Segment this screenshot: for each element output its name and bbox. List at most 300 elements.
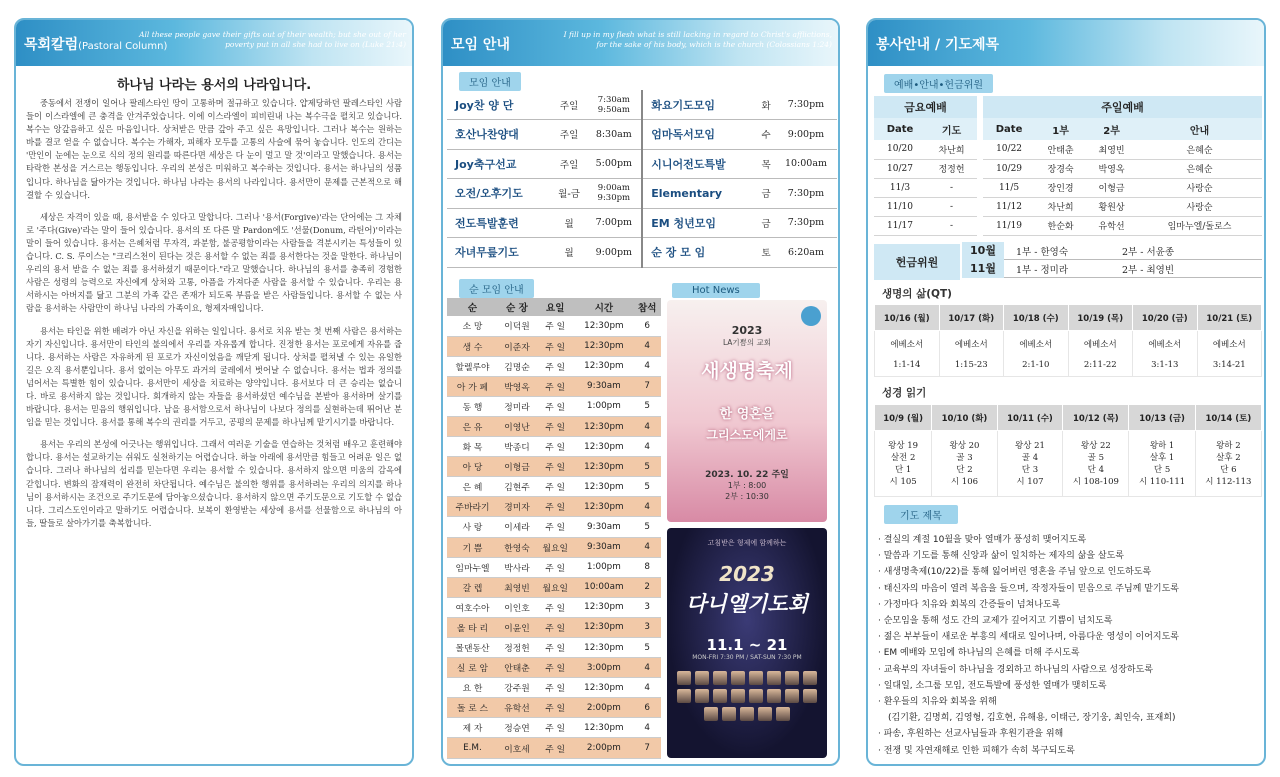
speaker-photo — [803, 671, 817, 685]
small-group-cell: 12:30pm — [574, 718, 633, 738]
small-group-cell: 주 일 — [536, 416, 574, 436]
small-group-cell: 9:30am — [574, 376, 633, 396]
service-cell: 차난희 — [1035, 197, 1086, 216]
small-group-cell: 1:00pm — [574, 396, 633, 416]
small-group-cell: 김현주 — [498, 477, 536, 497]
small-group-cell: 은 혜 — [447, 477, 498, 497]
small-group-cell: 12:30pm — [574, 416, 633, 436]
qt-verse: 3:1-13 — [1151, 359, 1179, 370]
bible-passage: 왕하 2 — [1216, 440, 1241, 451]
small-group-row — [447, 336, 661, 356]
meetings-header — [443, 20, 838, 66]
qt-cell — [939, 331, 1004, 377]
meeting-schedule-table — [447, 90, 837, 268]
small-group-cell: 생 수 — [447, 336, 498, 356]
small-group-cell: 12:30pm — [574, 477, 633, 497]
column-paragraph: 세상은 자격이 있을 때, 용서받을 수 있다고 말합니다. 그러나 '용서(Forgive)'라는 단어에는 그 자체로 '주다(Give)'라는 말이 들어 있습니다. 용서의 또 다른 말 Pardon에도 '선물(Donum, 라틴어)'이라는 말이 들어 있습니다. 용서는 은혜처럼 무자격, 과분함, 불공평함이라는 사람들을 격분시키는 특성들이 있습니다. C. S. 루이스는 "크리스천이 된다는 것은 용서할 수 없는 죄를 용서한다는 것을 말한다. 하나님이 우리의 용서 받을 수 없는 죄를 용서하셨기 때문이다."라고 말했습니다. 하나님의 용서를 충족히 경험한 사람은 성령의 능력으로 자신에게 상처와 고통, 아픔을 가져다준 사람을 용서할 수 있습니다. 우리는 용서하시는 아버지를 닮고 그분의 가족 같은 존재가 되도록 부름을 받은 사람들입니다. 용서할 수 없는 사람을 용서하는 사람만이 하나님 나라의 가족이요, 형제자매입니다. — [26, 211, 402, 314]
meeting-cell: 6:20am — [775, 238, 837, 268]
prayer-item: (김기환, 김명희, 김영형, 김호현, 유해용, 이태근, 장기웅, 최인숙, 표재희) — [888, 713, 1176, 724]
small-group-cell: 4 — [633, 658, 661, 678]
bible-cell — [875, 431, 932, 497]
small-group-cell: 12:30pm — [574, 678, 633, 698]
bible-cell — [1063, 431, 1129, 497]
poster2-title: 다니엘기도회 — [686, 592, 808, 616]
meeting-cell: Elementary — [642, 179, 757, 209]
speaker-photo — [677, 689, 691, 703]
service-cell: 정정헌 — [926, 159, 977, 178]
speaker-photo — [731, 671, 745, 685]
small-group-header: 순 장 — [498, 298, 536, 316]
small-group-cell: 이인호 — [498, 597, 536, 617]
small-group-cell: 4 — [633, 437, 661, 457]
prayer-item: · 젊은 부부들이 새로운 부흥의 세대로 일어나며, 아름다운 영성이 이어지도록 — [878, 632, 1179, 643]
speaker-photo — [785, 689, 799, 703]
meetings-tag: 모임 안내 — [459, 72, 521, 91]
service-cell: 차난희 — [926, 140, 977, 159]
bible-passage: 시 110-111 — [1138, 476, 1186, 487]
bible-passage: 살후 1 — [1149, 452, 1175, 463]
bible-passage: 골 4 — [1021, 452, 1039, 463]
poster-year: 2023 — [731, 324, 763, 337]
offering-second: 2부 - 최영빈 — [1122, 264, 1175, 276]
speaker-photo — [722, 707, 736, 721]
speaker-photos — [677, 671, 817, 721]
column-headline: 하나님 나라는 용서의 나라입니다. — [116, 78, 312, 93]
meetings-panel — [441, 18, 840, 766]
small-group-header: 시간 — [574, 298, 633, 316]
small-group-row — [447, 416, 661, 436]
small-group-cell: 12:30pm — [574, 457, 633, 477]
bible-passage: 시 107 — [1016, 476, 1044, 487]
bible-passage: 시 105 — [889, 476, 917, 487]
speaker-photo — [713, 671, 727, 685]
prayer-item: · 새생명축제(10/22)를 통해 잃어버린 영혼을 주님 앞으로 인도하도록 — [878, 567, 1152, 578]
small-group-cell: 12:30pm — [574, 497, 633, 517]
small-group-row — [447, 718, 661, 738]
small-group-cell: 기 쁨 — [447, 537, 498, 557]
qt-verse: 2:11-22 — [1083, 359, 1117, 370]
qt-verse: 1:1-14 — [893, 359, 921, 370]
meeting-time: 7:30am 9:50am — [586, 90, 642, 120]
small-group-cell: 12:30pm — [574, 437, 633, 457]
qt-row — [875, 331, 1262, 377]
meeting-row — [447, 208, 837, 238]
bible-cell — [1195, 431, 1261, 497]
service-cell: 11/3 — [874, 178, 926, 197]
offering-list — [962, 242, 1262, 278]
bible-reading-table — [874, 404, 1262, 497]
small-group-cell: 정미라 — [498, 396, 536, 416]
meeting-cell: 7:30pm — [775, 208, 837, 238]
small-group-row — [447, 658, 661, 678]
prayer-item: · 환우들의 치유와 회복을 위해 — [878, 697, 997, 708]
small-group-cell: 주 일 — [536, 638, 574, 658]
prayer-item: · EM 예배와 모임에 하나님의 은혜를 더해 주시도록 — [878, 648, 1080, 659]
small-group-cell: 9:30am — [574, 517, 633, 537]
poster2-sub: MON-FRI 7:30 PM / SAT-SUN 7:30 PM — [692, 654, 802, 661]
worship-service-table — [874, 96, 1262, 236]
poster-sub2: 그리스도에게로 — [706, 428, 788, 442]
service-cell: 10/27 — [874, 159, 926, 178]
meeting-cell: 시니어전도특발 — [642, 149, 757, 179]
poster-sub1: 한 영혼을 — [719, 407, 775, 422]
small-group-cell: 4 — [633, 537, 661, 557]
qt-table — [874, 304, 1262, 377]
small-group-cell: 12:30pm — [574, 597, 633, 617]
qt-day-header: 10/16 (월) — [875, 305, 940, 331]
meeting-cell: 7:00pm — [586, 208, 642, 238]
offering-second: 2부 - 서윤종 — [1122, 246, 1175, 258]
small-group-cell: 몰댄동산 — [447, 638, 498, 658]
small-group-row — [447, 356, 661, 376]
service-cell: 안태춘 — [1035, 140, 1086, 159]
meeting-cell: 금 — [757, 208, 775, 238]
meeting-cell: 엄마독서모임 — [642, 120, 757, 150]
small-group-row — [447, 517, 661, 537]
speaker-photo — [758, 707, 772, 721]
small-group-cell: 박영옥 — [498, 376, 536, 396]
prayer-item: · 결실의 계절 10월을 맞아 열매가 풍성히 맺어지도록 — [878, 535, 1087, 545]
small-group-cell: 은 유 — [447, 416, 498, 436]
bible-passage: 단 4 — [1087, 464, 1104, 475]
qt-title: 생명의 삶(QT) — [882, 288, 952, 300]
meeting-row — [447, 120, 837, 150]
service-cell: 사랑순 — [1137, 197, 1262, 216]
small-group-cell: 6 — [633, 698, 661, 718]
small-group-tag: 순 모임 안내 — [459, 279, 534, 298]
small-group-cell: 10:00am — [574, 577, 633, 597]
small-group-cell: 주 일 — [536, 517, 574, 537]
service-row — [874, 216, 1262, 235]
bible-passage: 살후 2 — [1216, 452, 1241, 463]
meeting-cell: EM 청년모임 — [642, 208, 757, 238]
service-cell: 11/10 — [874, 197, 926, 216]
meeting-cell: 주일 — [552, 149, 587, 179]
small-group-cell: 아 당 — [447, 457, 498, 477]
small-group-cell: 주 일 — [536, 557, 574, 577]
service-column-header: Date — [874, 118, 926, 140]
small-group-cell: 1:00pm — [574, 557, 633, 577]
small-group-cell: 제 자 — [447, 718, 498, 738]
poster-church: LA기쁨의 교회 — [722, 338, 772, 347]
hot-news-tag: Hot News — [672, 283, 760, 298]
small-group-cell: 아 가 페 — [447, 376, 498, 396]
small-group-cell: 5 — [633, 517, 661, 537]
column-title: 목회칼럼 — [24, 37, 79, 53]
meeting-cell: 9:00pm — [775, 120, 837, 150]
small-group-row — [447, 557, 661, 577]
prayer-item: · 가정마다 치유와 회복의 간증들이 넘쳐나도록 — [878, 599, 1061, 610]
small-group-cell: 주 일 — [536, 718, 574, 738]
bible-day-header: 10/9 (월) — [875, 405, 932, 431]
small-group-cell: 갈 렙 — [447, 577, 498, 597]
small-group-row — [447, 698, 661, 718]
small-group-cell: 최영빈 — [498, 577, 536, 597]
column-paragraph: 용서는 타인을 위한 배려가 아닌 자신을 위하는 일입니다. 용서로 치유 받는 첫 번째 사람은 용서하는 자기 자신입니다. 용서만이 타인의 불의에서 우리를 자유롭게 합니다. 진정한 용서는 포로에게 자유를 줍니다. 용서하는 사람은 자유하게 된 포로가 자신이었음을 깨닫게 됩니다. 상처를 펼쳐낼 수 있는 유일한 길은 오직 용서뿐입니다. 용서 없이는 아무도 과거의 굴레에서 벗어날 수 없습니다. 용서는 법과 정의를 넘어서는 특별한 힘이 있습니다. 용서만이 세상을 치료하는 양약입니다. 용서보다 더 큰 승리는 없습니다. 바로 용서하지 않는 것입니다. 회개하지 않는 자들을 용서하셨던 예수님을 본받아 용서하며 살기를 바랍니다. 용서는 믿음의 행위입니다. 남을 용서함으로서 하나님이 나보다 정의를 실현하는데 뛰어난 분임을 믿는 것입니다. 용서를 통해 복수의 권리를 거두고, 공평의 문제를 하나님께 맡기시기를 바랍니다. — [26, 325, 402, 428]
prayer-list — [878, 532, 1258, 759]
small-group-cell: 4 — [633, 718, 661, 738]
small-group-row — [447, 678, 661, 698]
poster2-dates: 11.1 ~ 21 — [706, 636, 788, 654]
bible-day-header: 10/13 (금) — [1129, 405, 1195, 431]
meeting-row — [447, 90, 837, 120]
small-group-row — [447, 577, 661, 597]
small-group-cell: 12:30pm — [574, 316, 633, 336]
small-group-cell: 12:30pm — [574, 617, 633, 637]
small-group-cell: 소 망 — [447, 316, 498, 336]
small-group-cell: 경미자 — [498, 497, 536, 517]
small-group-cell: 8 — [633, 557, 661, 577]
qt-day-header: 10/18 (수) — [1004, 305, 1069, 331]
small-group-cell: 실 로 암 — [447, 658, 498, 678]
small-group-cell: 박사라 — [498, 557, 536, 577]
small-group-row — [447, 617, 661, 637]
bible-passage: 골 5 — [1087, 452, 1104, 463]
bible-passage: 단 5 — [1153, 464, 1171, 475]
small-group-cell: 요 한 — [447, 678, 498, 698]
small-group-row — [447, 738, 661, 758]
church-logo-icon — [801, 306, 821, 326]
small-group-cell: 동 행 — [447, 396, 498, 416]
bible-passage: 왕상 19 — [888, 440, 919, 451]
small-group-cell: 주 일 — [536, 477, 574, 497]
qt-cell — [1068, 331, 1133, 377]
bible-day-header: 10/10 (화) — [932, 405, 998, 431]
meetings-quote: I fill up in my flesh what is still lacking in regard to Christ's afflictions, for the sake of his body, which is the church (Colossians 1:24) — [563, 30, 832, 49]
service-cell: 10/29 — [983, 159, 1035, 178]
prayer-item: · 태신자의 마음이 열려 복음을 들으며, 작정자들이 믿음으로 주님께 맡기도록 — [878, 583, 1179, 594]
meeting-cell: 월-금 — [552, 179, 587, 209]
small-group-cell: 이윤인 — [498, 617, 536, 637]
bible-row — [875, 431, 1262, 497]
small-group-cell: 2 — [633, 577, 661, 597]
column-title-en: (Pastoral Column) — [78, 41, 168, 52]
service-cell: 임마누엘/돌로스 — [1137, 216, 1262, 235]
friday-worship-header: 금요예배 — [874, 96, 977, 118]
qt-day-header: 10/21 (토) — [1197, 305, 1262, 331]
qt-day-header: 10/20 (금) — [1133, 305, 1198, 331]
column-quote: All these people gave their gifts out of their wealth; but she out of her poverty put in all she had to live on (Luke 21:4) — [139, 30, 406, 49]
small-group-cell: 7 — [633, 738, 661, 758]
meeting-cell: 수 — [757, 120, 775, 150]
small-group-cell: 4 — [633, 336, 661, 356]
meeting-cell: 주일 — [552, 120, 587, 150]
meeting-cell: 10:00am — [775, 149, 837, 179]
poster2-top: 고침받은 형제에 함께하는 — [707, 539, 787, 547]
qt-day-header: 10/19 (목) — [1068, 305, 1133, 331]
small-group-cell: 안태춘 — [498, 658, 536, 678]
qt-book: 에베소서 — [954, 339, 988, 350]
small-group-row — [447, 396, 661, 416]
service-cell: 장경숙 — [1035, 159, 1086, 178]
meeting-cell: 목 — [757, 149, 775, 179]
small-group-cell: 6 — [633, 316, 661, 336]
meeting-row — [447, 179, 837, 209]
bible-passage: 왕상 22 — [1080, 440, 1111, 451]
meeting-cell: 주일 — [552, 90, 587, 120]
service-cell: - — [926, 178, 977, 197]
speaker-photo — [695, 671, 709, 685]
small-group-cell: 김명순 — [498, 356, 536, 376]
small-group-row — [447, 497, 661, 517]
small-group-cell: 주 일 — [536, 457, 574, 477]
sunday-worship-header: 주일예배 — [983, 96, 1262, 118]
poster-title: 새생명축제 — [701, 360, 793, 382]
speaker-photo — [704, 707, 718, 721]
small-group-cell: 올 타 리 — [447, 617, 498, 637]
bible-passage: 시 108-109 — [1072, 476, 1119, 487]
qt-cell — [875, 331, 940, 377]
bible-passage: 단 6 — [1220, 464, 1237, 475]
service-cell: 11/17 — [874, 216, 926, 235]
service-cell: - — [926, 216, 977, 235]
column-paragraph: 용서는 우리의 본성에 어긋나는 행위입니다. 그래서 여러운 기술을 연습하는 것처럼 배우고 훈련해야 합니다. 용서는 설교하기는 쉬워도 실천하기는 어렵습니다. 하늘 아래에 용서만큼 힘들고 어려운 일은 없습니다. 그러나 하나님의 섭리를 믿는다면 우리는 용서할 수 있습니다. 용서하지 않으면 미움의 감옥에 갇힙니다. 변화의 잠재력이 완전히 차단됩니다. 예수님은 불의한 행위를 용서하려는 우리의 의지를 하나님이 용서하시는 조건으로 주기도문에 담아놓으셨습니다. 용서하지 않으면 주기도문으로 기도할 수 없습니다. 그리스도인이라고 말하기도 어렵습니다. 보복이 환영받는 세상에 용서를 선물함으로 하나님의 아들, 딸들로 살아가기를 축복합니다. — [26, 439, 402, 528]
service-panel — [866, 18, 1266, 766]
small-group-row — [447, 376, 661, 396]
offering-month: 10월 — [962, 242, 1004, 260]
service-cell: 은혜순 — [1137, 140, 1262, 159]
service-cell: 유학선 — [1086, 216, 1137, 235]
bible-passage: 단 2 — [956, 464, 973, 475]
small-group-cell: 주 일 — [536, 316, 574, 336]
service-cell: 박영옥 — [1086, 159, 1137, 178]
meeting-cell: 오전/오후기도 — [447, 179, 552, 209]
meeting-cell: 9:00pm — [586, 238, 642, 268]
small-group-cell: 2:00pm — [574, 698, 633, 718]
small-group-cell: 화 목 — [447, 437, 498, 457]
qt-cell — [1197, 331, 1262, 377]
small-group-table — [447, 298, 661, 759]
service-column-header: 기도 — [926, 118, 977, 140]
meeting-cell: 자녀무릎기도 — [447, 238, 552, 268]
prayer-item: · 교육부의 자녀들이 하나님을 경외하고 하나님의 사람으로 성장하도록 — [878, 664, 1154, 675]
offering-label: 헌금위원 — [874, 244, 960, 280]
small-group-row — [447, 537, 661, 557]
service-cell: 11/19 — [983, 216, 1035, 235]
small-group-cell: 5 — [633, 638, 661, 658]
speaker-photo — [740, 707, 754, 721]
poster2-year: 2023 — [719, 562, 775, 586]
small-group-cell: 12:30pm — [574, 638, 633, 658]
daniel-prayer-poster — [667, 528, 827, 758]
qt-verse: 3:14-21 — [1212, 359, 1246, 370]
qt-cell — [1004, 331, 1069, 377]
service-cell: 11/5 — [983, 178, 1035, 197]
pastoral-column-panel — [14, 18, 414, 766]
meeting-cell: 7:30pm — [775, 90, 837, 120]
qt-verse: 1:15-23 — [954, 359, 988, 370]
qt-book: 에베소서 — [1083, 339, 1117, 350]
small-group-cell: 여호수아 — [447, 597, 498, 617]
small-group-cell: 3 — [633, 617, 661, 637]
service-cell: 사랑순 — [1137, 178, 1262, 197]
service-row — [874, 140, 1262, 159]
small-group-cell: 4 — [633, 497, 661, 517]
small-group-row — [447, 477, 661, 497]
meeting-cell: 전도특발훈련 — [447, 208, 552, 238]
small-group-cell: 7 — [633, 376, 661, 396]
meeting-cell: Joy축구선교 — [447, 149, 552, 179]
bible-passage: 왕하 1 — [1149, 440, 1175, 451]
service-tag: 예배•안내•헌금위원 — [884, 74, 993, 93]
meeting-cell: 월 — [552, 208, 587, 238]
service-cell: 황원상 — [1086, 197, 1137, 216]
small-group-cell: 주바라기 — [447, 497, 498, 517]
offering-first: 1부 - 정미라 — [1016, 264, 1069, 276]
service-cell: 이형금 — [1086, 178, 1137, 197]
small-group-cell: 이형금 — [498, 457, 536, 477]
qt-book: 에베소서 — [890, 339, 924, 350]
small-group-header: 요일 — [536, 298, 574, 316]
speaker-photo — [803, 689, 817, 703]
bible-reading-title: 성경 읽기 — [882, 387, 927, 399]
small-group-cell: 정정헌 — [498, 638, 536, 658]
small-group-cell: 주 일 — [536, 678, 574, 698]
prayer-item: · 순모임을 통해 성도 간의 교제가 깊어지고 기쁨이 넘치도록 — [878, 616, 1113, 627]
small-group-cell: 주 일 — [536, 738, 574, 758]
small-group-cell: 3:00pm — [574, 658, 633, 678]
bible-day-header: 10/12 (목) — [1063, 405, 1129, 431]
column-paragraph: 중동에서 전쟁이 일어나 팔레스타인 땅이 고통하며 절규하고 있습니다. 얍제당하던 팔레스타인 사람들이 이스라엘에 큰 충격을 안겨주었습니다. 이에 이스라엘이 피비린내 나는 복수극을 펼치고 있습니다. 복수는 앙갚음하고 싶은 마음입니다. 상처받은 만큼 갚아 주고 싶은 욕망입니다. 그러나 복수는 원하는 바를 결코 얻을 수 없습니다. 복수는 가해자, 피해자 모두를 고통의 사슬에 묶어 놓습니다. 인도의 간디는 '만인이 눈에는 눈으로 식의 정의 원리를 따른다면 세상은 다 눈이 멀고 말 것'이라고 말했습니다. 용서는 타락한 본성을 거스르는 행동입니다. 우리의 본성은 미워하고 복수하는 것입니다. 용서는 하나님의 성품입니다. 하나님을 닮아가는 것입니다. 하나님 나라는 용서의 나라입니다. 용서만이 문제를 근본적으로 해결할 수 있습니다. — [26, 98, 402, 200]
small-group-header: 참석 — [633, 298, 661, 316]
speaker-photo — [749, 689, 763, 703]
service-row — [874, 197, 1262, 216]
small-group-cell: 주 일 — [536, 356, 574, 376]
small-group-cell: E.M. — [447, 738, 498, 758]
poster-date: 2023. 10. 22 주일 — [705, 470, 789, 480]
small-group-cell: 박종디 — [498, 437, 536, 457]
meeting-cell: 7:30pm — [775, 179, 837, 209]
service-cell: 11/12 — [983, 197, 1035, 216]
service-cell: - — [926, 197, 977, 216]
poster-time-2: 2부 : 10:30 — [725, 492, 769, 501]
small-group-cell: 4 — [633, 356, 661, 376]
small-group-cell: 2:00pm — [574, 738, 633, 758]
small-group-cell: 한영숙 — [498, 537, 536, 557]
small-group-cell: 5 — [633, 457, 661, 477]
bible-cell — [932, 431, 998, 497]
small-group-cell: 주 일 — [536, 376, 574, 396]
service-row — [874, 178, 1262, 197]
small-group-header: 순 — [447, 298, 498, 316]
service-column-header: 안내 — [1137, 118, 1262, 140]
meeting-cell: 금 — [757, 179, 775, 209]
meeting-cell: 화 — [757, 90, 775, 120]
small-group-cell: 주 일 — [536, 617, 574, 637]
small-group-cell: 9:30am — [574, 537, 633, 557]
speaker-photo — [695, 689, 709, 703]
small-group-cell: 4 — [633, 416, 661, 436]
small-group-cell: 3 — [633, 597, 661, 617]
meetings-title: 모임 안내 — [451, 37, 510, 53]
bible-passage: 왕상 20 — [949, 440, 980, 451]
speaker-photo — [677, 671, 691, 685]
offering-row — [962, 242, 1262, 260]
column-header — [16, 20, 412, 66]
small-group-row — [447, 437, 661, 457]
service-cell: 최영빈 — [1086, 140, 1137, 159]
bible-cell — [997, 431, 1063, 497]
service-column-header: 2부 — [1086, 118, 1137, 140]
bible-passage: 시 112-113 — [1205, 476, 1252, 487]
small-group-cell: 주 일 — [536, 437, 574, 457]
small-group-cell: 5 — [633, 396, 661, 416]
service-cell: 10/22 — [983, 140, 1035, 159]
small-group-cell: 정승연 — [498, 718, 536, 738]
speaker-photo — [776, 707, 790, 721]
small-group-cell: 주 일 — [536, 396, 574, 416]
bible-day-header: 10/14 (토) — [1195, 405, 1261, 431]
